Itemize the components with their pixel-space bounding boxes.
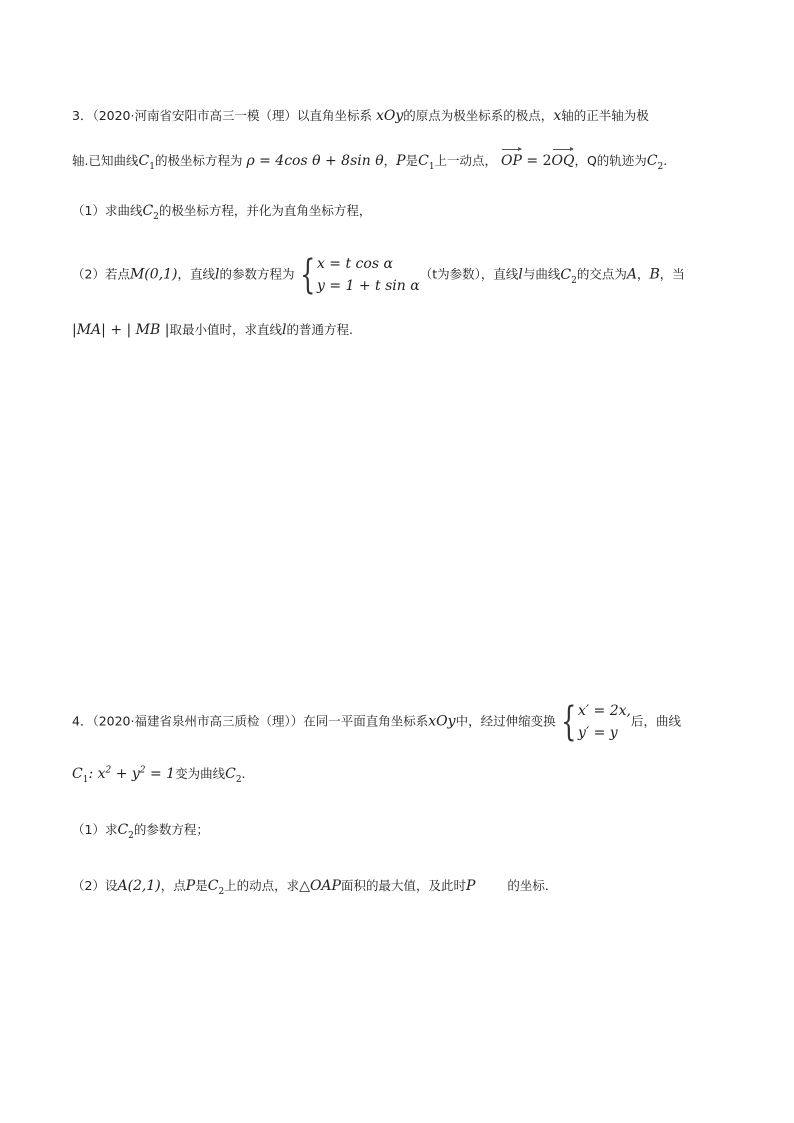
q3-part-2-line-2: |MA| + | MB |取最小值时，求直线l的普通方程. (72, 322, 353, 338)
vector-op: OP (501, 153, 522, 169)
q3-line-2: 轴.已知曲线$C_1$的极坐标方程为 ρ = 4cos θ + 8sin θ，P是$C_1$上一动点， OP = 2OQ，Q的轨迹为$C_2$. (72, 153, 668, 172)
q3-part-1: （1）求曲线$C_2$的极坐标方程，并化为直角坐标方程， (72, 203, 372, 222)
curve-c1: $C_1$ (138, 153, 155, 172)
curve-c2: $C_2$ (646, 153, 664, 172)
parametric-system: { x = t cos α y = 1 + t sin α (299, 252, 420, 298)
q3-source: （2020·河南省安阳市高三一模（理） (92, 108, 297, 123)
q4-part-1: （1）求$C_2$的参数方程； (72, 822, 209, 841)
q4-source: （2020·福建省泉州市高三质检（理）） (92, 713, 304, 729)
q3-line-1: 3．（2020·河南省安阳市高三一模（理）以直角坐标系 xOy的原点为极坐标系的极点，x轴的正半轴为极 (72, 108, 649, 124)
q4-part-2: （2）设A(2,1)，点P是$C_2$上的动点，求△OAP面积的最大值，及此时P 的坐标． (72, 878, 558, 897)
vector-oq: OQ (551, 153, 575, 169)
abs-sum: |MA| + | MB | (72, 322, 170, 338)
stretch-transform: { x′ = 2x, y′ = y (560, 699, 631, 745)
q3-part-2: （2）若点M(0,1)，直线l的参数方程为 { x = t cos α y = 1 + t sin α （t为参数），直线l与曲线$C_2$的交点为A，B，当 (72, 252, 685, 298)
curve-c1-equation: $C_1$: $x^2 + y^2 = 1$ (72, 765, 176, 785)
q4-line-2: $C_1$: $x^2 + y^2 = 1$变为曲线$C_2$. (72, 765, 246, 785)
polar-equation: ρ = 4cos θ + 8sin θ (246, 153, 384, 169)
coord-system: xOy (376, 108, 404, 124)
q4-number: 4． (72, 713, 93, 729)
q4-line-1: 4．（2020·福建省泉州市高三质检（理））在同一平面直角坐标系xOy中，经过伸缩变换 { x′ = 2x, y′ = y 后，曲线 (72, 699, 682, 745)
q3-number: 3． (72, 108, 93, 123)
